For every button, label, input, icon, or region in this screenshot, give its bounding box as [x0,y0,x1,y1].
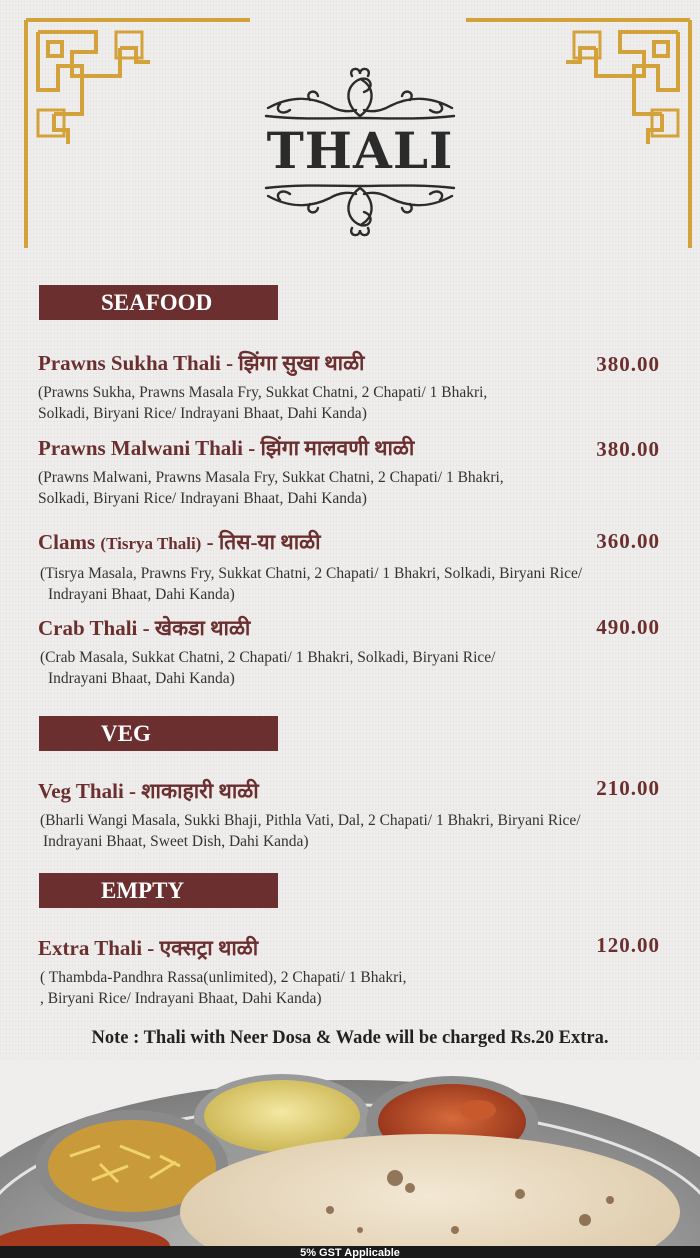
item-name: Prawns Malwani Thali - झिंगा मालवणी थाळी [38,436,415,460]
item-description [38,967,668,1009]
item-price: 380.00 [596,352,660,376]
item-description-line: Indrayani Bhaat, Dahi Kanda) [48,586,235,603]
menu-item-prawns-sukha [38,350,668,424]
section-seafood: SEAFOOD [39,285,278,320]
item-price: 490.00 [596,615,660,639]
item-description-line: (Crab Masala, Sukkat Chatni, 2 Chapati/ 1 Bhakri, Solkadi, Biryani Rice/ [40,649,496,666]
item-price: 360.00 [596,529,660,553]
menu-item-prawns-malwani [38,435,668,509]
item-description-line: ( Thambda-Pandhra Rassa(unlimited), 2 Chapati/ 1 Bhakri, [40,969,407,986]
item-description [38,647,668,689]
item-description-line: , Biryani Rice/ Indrayani Bhaat, Dahi Kanda) [40,990,322,1007]
item-description-line: (Tisrya Masala, Prawns Fry, Sukkat Chatni, 2 Chapati/ 1 Bhakri, Solkadi, Biryani Rice/ [40,565,583,582]
item-description [38,810,668,852]
item-name: Crab Thali - खेकडा थाळी [38,616,251,640]
item-description-line: Indrayani Bhaat, Sweet Dish, Dahi Kanda) [43,833,309,850]
title-block [260,66,460,238]
item-description-line: (Bharli Wangi Masala, Sukki Bhaji, Pithla Vati, Dal, 2 Chapati/ 1 Bhakri, Biryani Rice/ [40,812,581,829]
note-text: Note : Thali with Neer Dosa & Wade will be charged Rs.20 Extra. [91,1028,609,1048]
thali-photo [0,1060,700,1246]
item-price: 120.00 [596,933,660,957]
item-name: Prawns Sukha Thali - झिंगा सुखा थाळी [38,351,365,375]
item-description-line: (Prawns Sukha, Prawns Masala Fry, Sukkat Chatni, 2 Chapati/ 1 Bhakri, [38,384,488,401]
page-title: THALI [266,121,454,180]
section-empty: EMPTY [39,873,278,908]
item-description-line: (Prawns Malwani, Prawns Masala Fry, Sukkat Chatni, 2 Chapati/ 1 Bhakri, [38,469,504,486]
item-description [38,563,668,605]
item-name: Extra Thali - एक्सट्रा थाळी [38,936,259,960]
item-name [38,529,668,557]
flourish-top-icon [260,66,460,124]
item-description [38,382,668,424]
item-name-sub: (Tisrya Thali) [100,534,202,553]
menu-item-clams [38,529,668,605]
item-name-main: Clams [38,530,96,554]
item-description-line: Solkadi, Biryani Rice/ Indrayani Bhaat, Dahi Kanda) [38,490,367,507]
item-price: 210.00 [596,776,660,800]
menu-item-veg [38,778,668,852]
menu-item-crab [38,615,668,689]
section-veg: VEG [39,716,278,751]
item-price: 380.00 [596,437,660,461]
gold-corner-right-icon [462,18,692,250]
menu-item-extra [38,935,668,1009]
flourish-bottom-icon [260,176,460,238]
item-name: Veg Thali - शाकाहारी थाळी [38,779,259,803]
item-description-line: Indrayani Bhaat, Dahi Kanda) [48,670,235,687]
gold-corner-left-icon [24,18,254,250]
item-description-line: Solkadi, Biryani Rice/ Indrayani Bhaat, Dahi Kanda) [38,405,367,422]
footer-bar: 5% GST Applicable [0,1246,700,1258]
item-description [38,467,668,509]
item-name-rest: - तिस-या थाळी [206,530,321,554]
